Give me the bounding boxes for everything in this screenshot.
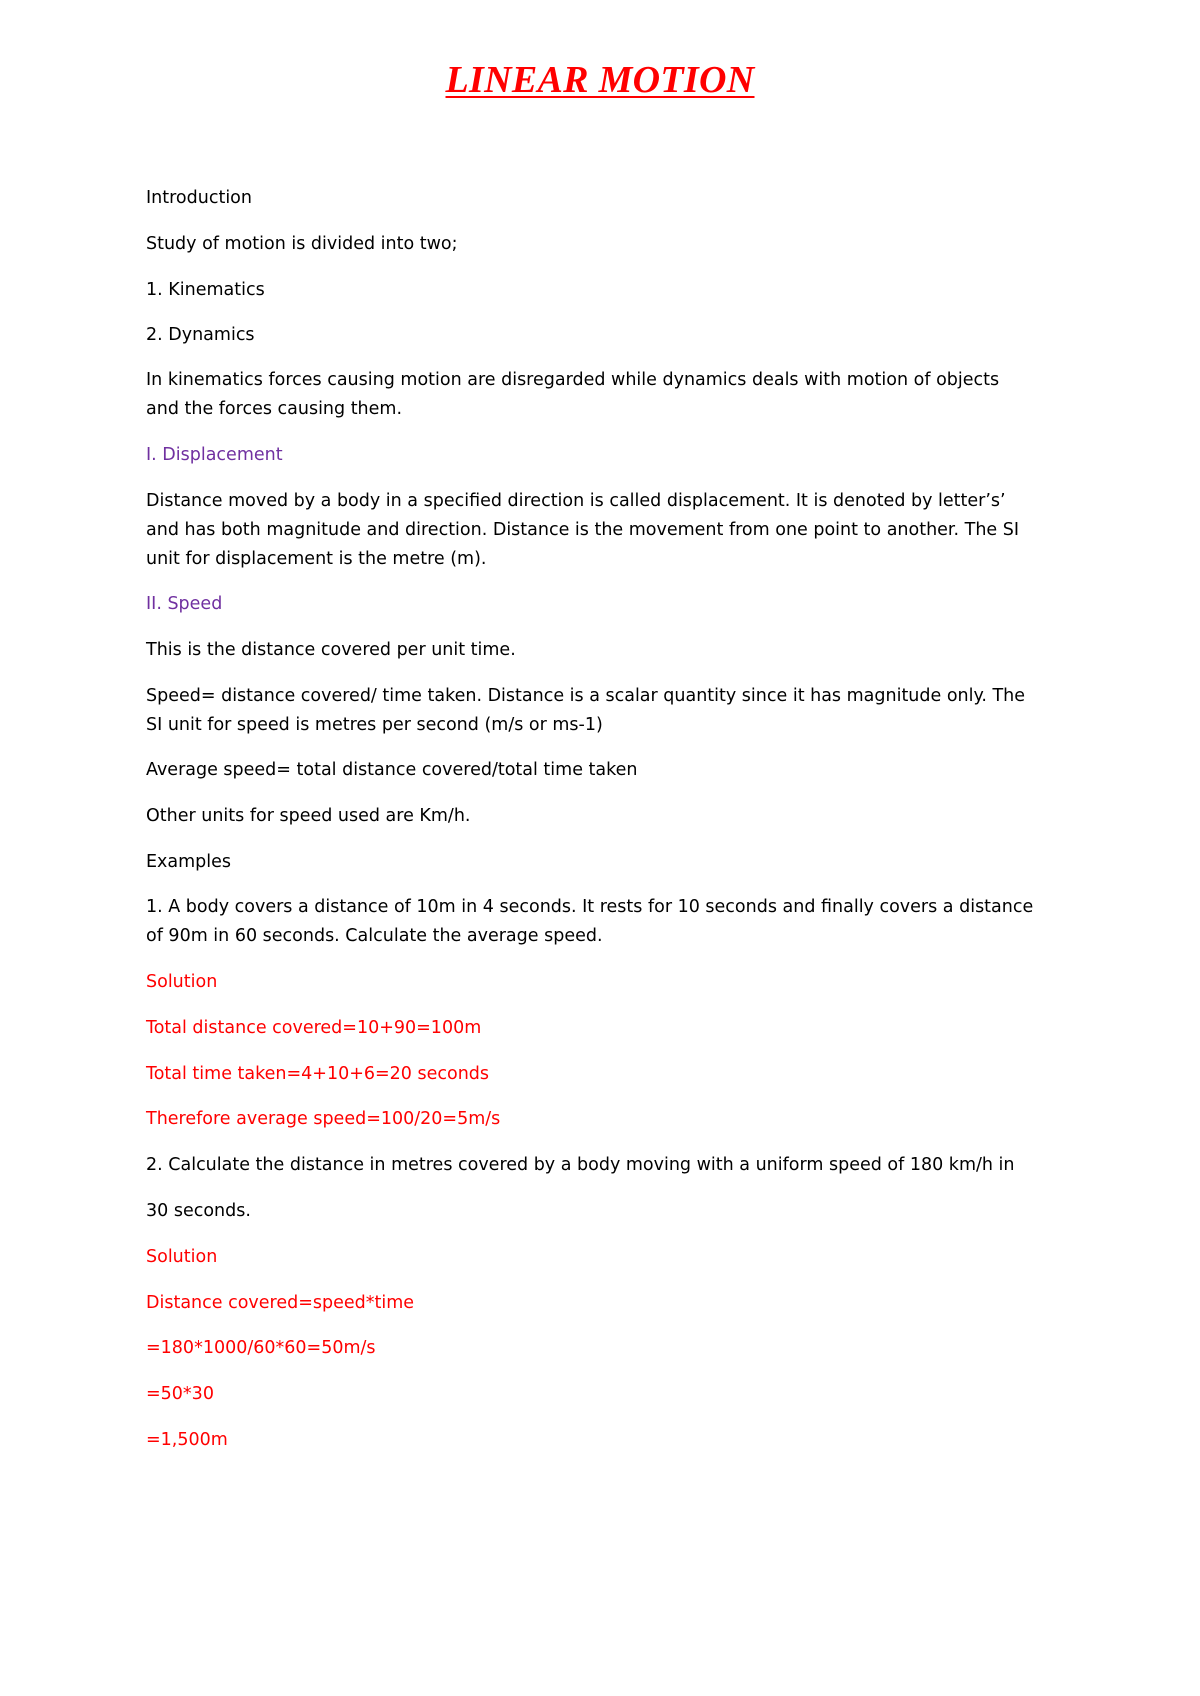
examples-heading: Examples — [146, 852, 232, 872]
speed-heading: II. Speed — [146, 594, 223, 614]
example1-step2: Total time taken=4+10+6=20 seconds — [146, 1064, 490, 1084]
document-title: LINEAR MOTION — [445, 59, 755, 101]
example2-question-line1: 2. Calculate the distance in metres covered by a body moving with a uniform speed of 180 km/h in — [146, 1155, 1015, 1175]
displacement-paragraph-line1: Distance moved by a body in a specified direction is called displacement. It is denoted by letter’s’ — [146, 491, 1006, 511]
other-units-text: Other units for speed used are Km/h. — [146, 806, 471, 826]
kinematics-paragraph-line1: In kinematics forces causing motion are disregarded while dynamics deals with motion of objects — [146, 370, 1000, 390]
kinematics-paragraph-line2: and the forces causing them. — [146, 399, 403, 419]
example2-step4: =1,500m — [146, 1430, 228, 1450]
speed-formula-line2: SI unit for speed is metres per second (m/s or ms-1) — [146, 715, 603, 735]
example1-question-line1: 1. A body covers a distance of 10m in 4 seconds. It rests for 10 seconds and finally covers a distance — [146, 897, 1034, 917]
speed-definition: This is the distance covered per unit time. — [146, 640, 516, 660]
example1-solution-label: Solution — [146, 972, 218, 992]
example1-step1: Total distance covered=10+90=100m — [146, 1018, 482, 1038]
example2-solution-label: Solution — [146, 1247, 218, 1267]
study-text: Study of motion is divided into two; — [146, 234, 458, 254]
example2-step1: Distance covered=speed*time — [146, 1293, 415, 1313]
displacement-paragraph-line2: and has both magnitude and direction. Distance is the movement from one point to another. The SI — [146, 520, 1020, 540]
example1-question-line2: of 90m in 60 seconds. Calculate the average speed. — [146, 926, 603, 946]
intro-heading: Introduction — [146, 188, 252, 208]
average-speed-formula: Average speed= total distance covered/total time taken — [146, 760, 638, 780]
list-item-dynamics: 2. Dynamics — [146, 325, 255, 345]
list-item-kinematics: 1. Kinematics — [146, 280, 265, 300]
example2-step3: =50*30 — [146, 1384, 214, 1404]
speed-formula-line1: Speed= distance covered/ time taken. Distance is a scalar quantity since it has magnitude only. The — [146, 686, 1026, 706]
example1-step3: Therefore average speed=100/20=5m/s — [146, 1109, 501, 1129]
example2-step2: =180*1000/60*60=50m/s — [146, 1338, 376, 1358]
displacement-heading: I. Displacement — [146, 445, 283, 465]
displacement-paragraph-line3: unit for displacement is the metre (m). — [146, 549, 487, 569]
example2-question-line2: 30 seconds. — [146, 1201, 251, 1221]
